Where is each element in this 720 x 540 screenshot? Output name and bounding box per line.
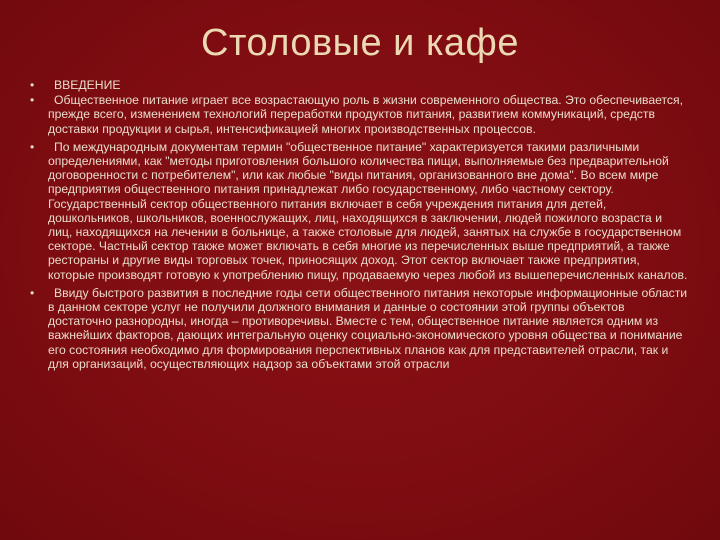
bullet-item-paragraph-1 (30, 93, 688, 136)
bullet-icon: • (30, 285, 35, 300)
bullet-text: ВВЕДЕНИЕ (54, 78, 121, 92)
bullet-item-intro (30, 78, 688, 92)
bullet-text: Общественное питание играет все возрастающую роль в жизни современного общества. Это обеспечивается, прежде всего, изменением технологий переработки продуктов питания, развитием коммуникаций, средств доставки продукции и сырья, интенсификацией многих производственных процессов. (48, 93, 684, 136)
bullet-icon: • (30, 139, 35, 154)
bullet-text: Ввиду быстрого развития в последние годы сети общественного питания некоторые информационные области в данном секторе услуг не получили должного внимания и данные о состоянии этой группы объектов достаточно разнородны, иногда – противоречивы. Вместе с тем, общественное питание является одним из важнейших факторов, дающих интегральную оценку социально-экономического уровня общества и понимание его состояния необходимо для формирования перспективных планов как для представителей отрасли, так и для организаций, осуществляющих надзор за объектами этой отрасли (48, 285, 688, 371)
bullet-icon: • (30, 93, 35, 108)
slide-body (30, 78, 688, 375)
bullet-icon: • (30, 78, 35, 92)
bullet-item-paragraph-3 (30, 286, 688, 371)
bullet-item-paragraph-2 (30, 140, 688, 282)
bullet-text: По международным документам термин "общественное питание" характеризуется такими различными определениями, как "методы приготовления большого количества пищи, выполняемые без предварительной договоренности с потребителем", или как любые "виды питания, организованного вне дома". Во всем мире предприятия общественного питания принадлежат либо государственному, либо частному сектору. Государственный сектор общественного питания включает в себя учреждения питания для детей, дошкольников, школьников, военнослужащих, лиц, находящихся в заключении, людей пожилого возраста и лиц, находящихся на лечении в больнице, а также столовые для людей, занятых на службе в государственном секторе. Частный сектор также может включать в себя многие из перечисленных выше предприятий, а также рестораны и другие виды торговых точек, приносящих доход. Этот сектор включает также предприятия, которые производят готовую к употреблению пищу, продаваемую через любой из вышеперечисленных каналов. (48, 139, 688, 282)
slide-title: Столовые и кафе (201, 22, 519, 64)
